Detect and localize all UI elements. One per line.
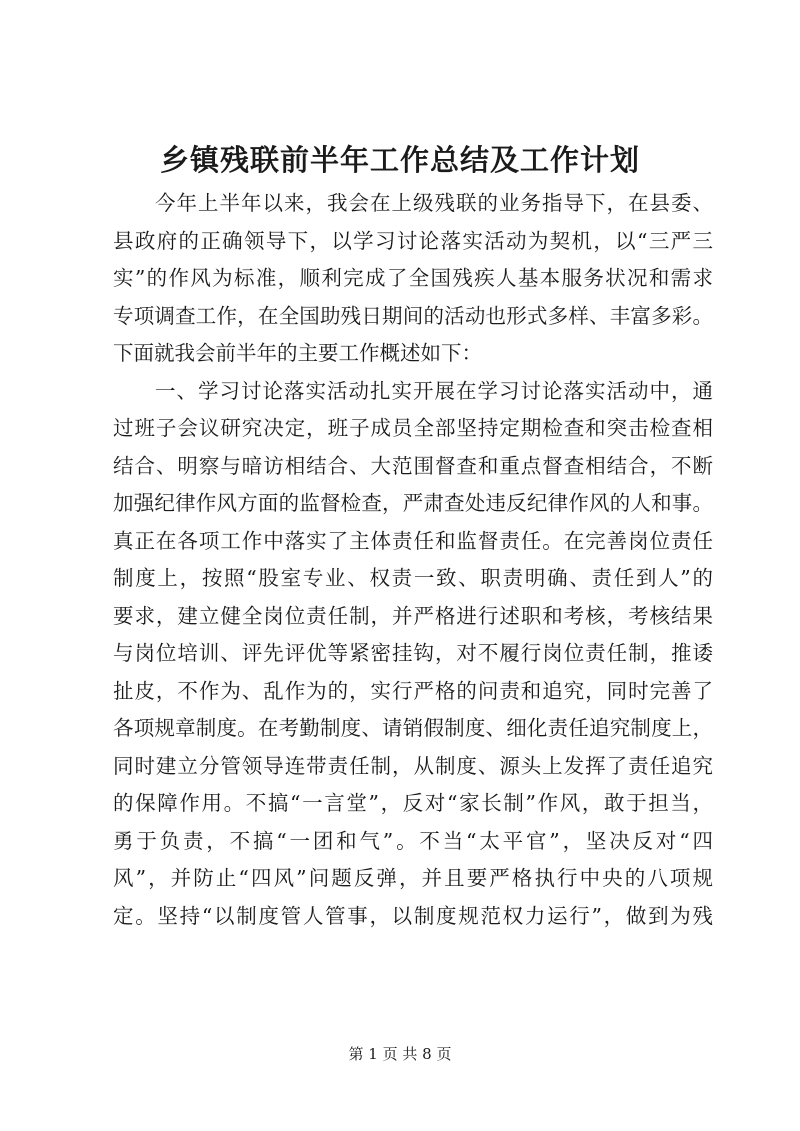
text-line: 扯皮，不作为、乱作为的，实行严格的问责和追究，同时完善了 bbox=[113, 678, 713, 703]
text-line: 县政府的正确领导下，以学习讨论落实活动为契机，以“三严三 bbox=[113, 228, 713, 253]
document-body bbox=[113, 185, 713, 935]
text-line: 各项规章制度。在考勤制度、请销假制度、细化责任追究制度上， bbox=[113, 716, 713, 740]
text-line: 结合、明察与暗访相结合、大范围督查和重点督查相结合，不断 bbox=[113, 453, 713, 478]
text-line: 勇于负责，不搞“一团和气”。不当“太平官”，坚决反对“四 bbox=[113, 828, 713, 853]
paragraph bbox=[113, 373, 713, 936]
text-line: 制度上，按照“股室专业、权责一致、职责明确、责任到人”的 bbox=[113, 566, 713, 590]
text-line: 定。坚持“以制度管人管事，以制度规范权力运行”，做到为残 bbox=[113, 903, 713, 928]
text-line: 同时建立分管领导连带责任制，从制度、源头上发挥了责任追究 bbox=[113, 753, 713, 778]
text-line: 与岗位培训、评先评优等紧密挂钩，对不履行岗位责任制，推诿 bbox=[113, 641, 713, 665]
document-title: 乡镇残联前半年工作总结及工作计划 bbox=[159, 143, 640, 177]
text-line: 下面就我会前半年的主要工作概述如下： bbox=[113, 341, 482, 365]
paragraph bbox=[113, 185, 713, 373]
text-line: 过班子会议研究决定，班子成员全部坚持定期检查和突击检查相 bbox=[113, 416, 713, 440]
text-line: 专项调查工作，在全国助残日期间的活动也形式多样、丰富多彩。 bbox=[113, 303, 713, 328]
text-line: 一、学习讨论落实活动扎实开展在学习讨论落实活动中，通 bbox=[155, 378, 713, 403]
text-line: 真正在各项工作中落实了主体责任和监督责任。在完善岗位责任 bbox=[113, 528, 713, 553]
page-number-footer: 第 1 页 共 8 页 bbox=[348, 1045, 452, 1063]
text-line: 今年上半年以来，我会在上级残联的业务指导下，在县委、 bbox=[155, 191, 713, 215]
text-line: 的保障作用。不搞“一言堂”，反对“家长制”作风，敢于担当， bbox=[113, 791, 713, 815]
text-line: 要求，建立健全岗位责任制，并严格进行述职和考核，考核结果 bbox=[113, 603, 713, 628]
text-line: 加强纪律作风方面的监督检查，严肃查处违反纪律作风的人和事。 bbox=[113, 491, 713, 515]
text-line: 风”，并防止“四风”问题反弹，并且要严格执行中央的八项规 bbox=[113, 866, 713, 890]
text-line: 实”的作风为标准，顺利完成了全国残疾人基本服务状况和需求 bbox=[113, 266, 713, 290]
